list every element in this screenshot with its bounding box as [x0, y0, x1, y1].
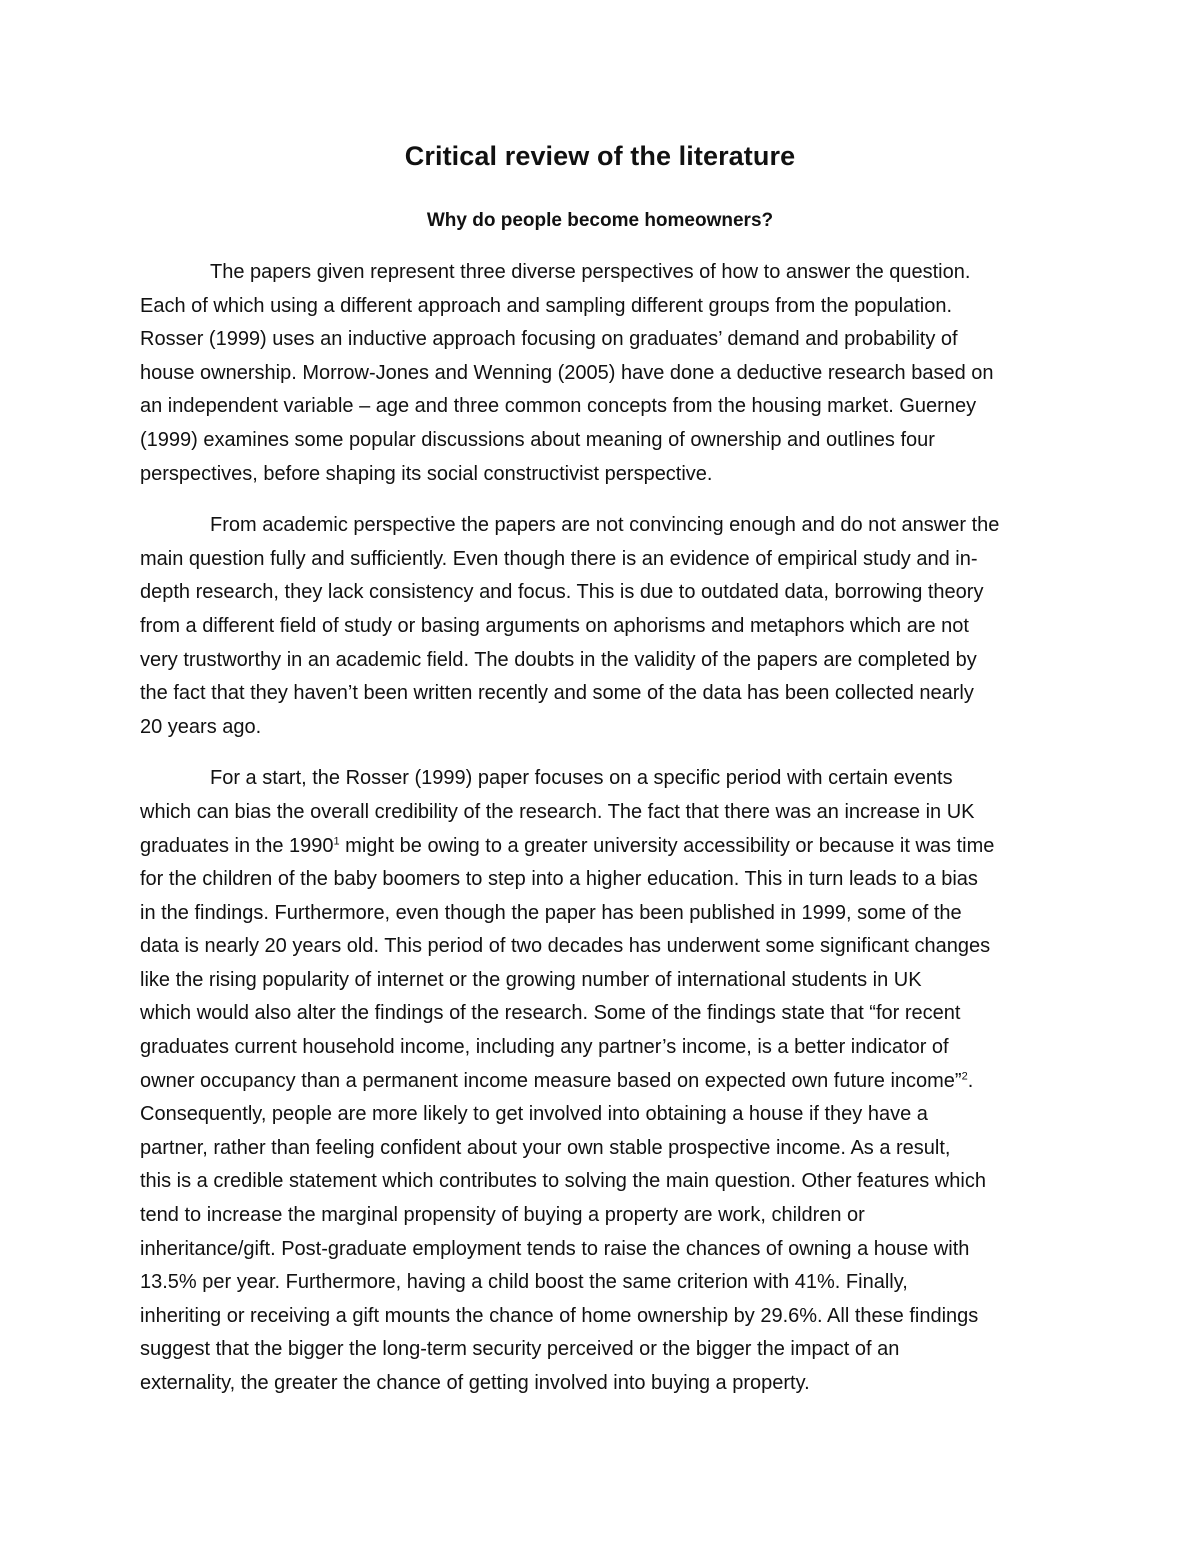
paragraph-line: which would also alter the findings of the research. Some of the findings state that “for recent	[140, 1002, 961, 1025]
paragraph-line: From academic perspective the papers are not convincing enough and do not answer the	[210, 514, 1000, 537]
paragraph-text: owner occupancy than a permanent income measure based on expected own future income”	[140, 1069, 962, 1092]
paragraph-line: which can bias the overall credibility of the research. The fact that there was an increase in UK	[140, 800, 975, 823]
paragraph-line: depth research, they lack consistency and focus. This is due to outdated data, borrowing theory	[140, 581, 984, 604]
paragraph-line: partner, rather than feeling confident about your own stable prospective income. As a result,	[140, 1136, 951, 1159]
footnote-mark: 1	[333, 834, 340, 847]
paragraph-line-with-footnote	[140, 830, 1062, 864]
paragraph-line: house ownership. Morrow-Jones and Wenning (2005) have done a deductive research based on	[140, 361, 994, 384]
document-subtitle: Why do people become homeowners?	[426, 210, 774, 231]
paragraph-line: suggest that the bigger the long-term security perceived or the bigger the impact of an	[140, 1338, 900, 1361]
paragraph-line: very trustworthy in an academic field. The doubts in the validity of the papers are completed by	[140, 648, 977, 671]
paragraph-line-with-footnote	[140, 1065, 1062, 1099]
paragraph-line: The papers given represent three diverse perspectives of how to answer the question.	[210, 261, 971, 283]
paragraph-line: (1999) examines some popular discussions about meaning of ownership and outlines four	[140, 428, 935, 451]
paragraph-line: Each of which using a different approach and sampling different groups from the population.	[140, 294, 953, 317]
paragraph-line: perspectives, before shaping its social constructivist perspective.	[140, 462, 713, 485]
document-body	[140, 256, 1062, 1419]
paragraph-line: from a different field of study or basing arguments on aphorisms and metaphors which are not	[140, 614, 969, 637]
paragraph-text: .	[967, 1069, 974, 1092]
document-title: Critical review of the literature	[404, 141, 796, 171]
paragraph-line: For a start, the Rosser (1999) paper focuses on a specific period with certain events	[210, 767, 953, 790]
paragraph-line: 20 years ago.	[140, 715, 262, 738]
paragraph-line: this is a credible statement which contributes to solving the main question. Other features which	[140, 1170, 986, 1193]
paragraph-line: 13.5% per year. Furthermore, having a child boost the same criterion with 41%. Finally,	[140, 1271, 908, 1294]
paragraph-line: graduates current household income, including any partner’s income, is a better indicator of	[140, 1036, 949, 1059]
paragraph-line: main question fully and sufficiently. Even though there is an evidence of empirical study and in-	[140, 547, 978, 570]
paragraph-line: for the children of the baby boomers to step into a higher education. This in turn leads to a bias	[140, 868, 978, 891]
paragraph-line: an independent variable – age and three common concepts from the housing market. Guerney	[140, 395, 977, 418]
paragraph-line: in the findings. Furthermore, even though the paper has been published in 1999, some of the	[140, 901, 962, 924]
paragraph-line: like the rising popularity of internet or the growing number of international students in UK	[140, 968, 922, 991]
paragraph-1	[140, 256, 1062, 491]
paragraph-line: Rosser (1999) uses an inductive approach focusing on graduates’ demand and probability of	[140, 328, 958, 351]
paragraph-text: might be owing to a greater university accessibility or because it was time	[339, 834, 995, 857]
paragraph-2	[140, 509, 1062, 744]
paragraph-text: graduates in the 1990	[140, 834, 334, 857]
paragraph-line: data is nearly 20 years old. This period of two decades has underwent some significant changes	[140, 935, 991, 958]
paragraph-line: inheriting or receiving a gift mounts the chance of home ownership by 29.6%. All these findings	[140, 1304, 979, 1327]
paragraph-line: Consequently, people are more likely to get involved into obtaining a house if they have a	[140, 1103, 928, 1126]
paragraph-3	[140, 762, 1062, 1400]
paragraph-line: externality, the greater the chance of getting involved into buying a property.	[140, 1372, 810, 1394]
footnote-mark: 2	[961, 1070, 968, 1082]
paragraph-line: tend to increase the marginal propensity of buying a property are work, children or	[140, 1204, 865, 1227]
paragraph-line: inheritance/gift. Post-graduate employment tends to raise the chances of owning a house with	[140, 1237, 970, 1260]
paragraph-line: the fact that they haven’t been written recently and some of the data has been collected nearly	[140, 682, 974, 705]
